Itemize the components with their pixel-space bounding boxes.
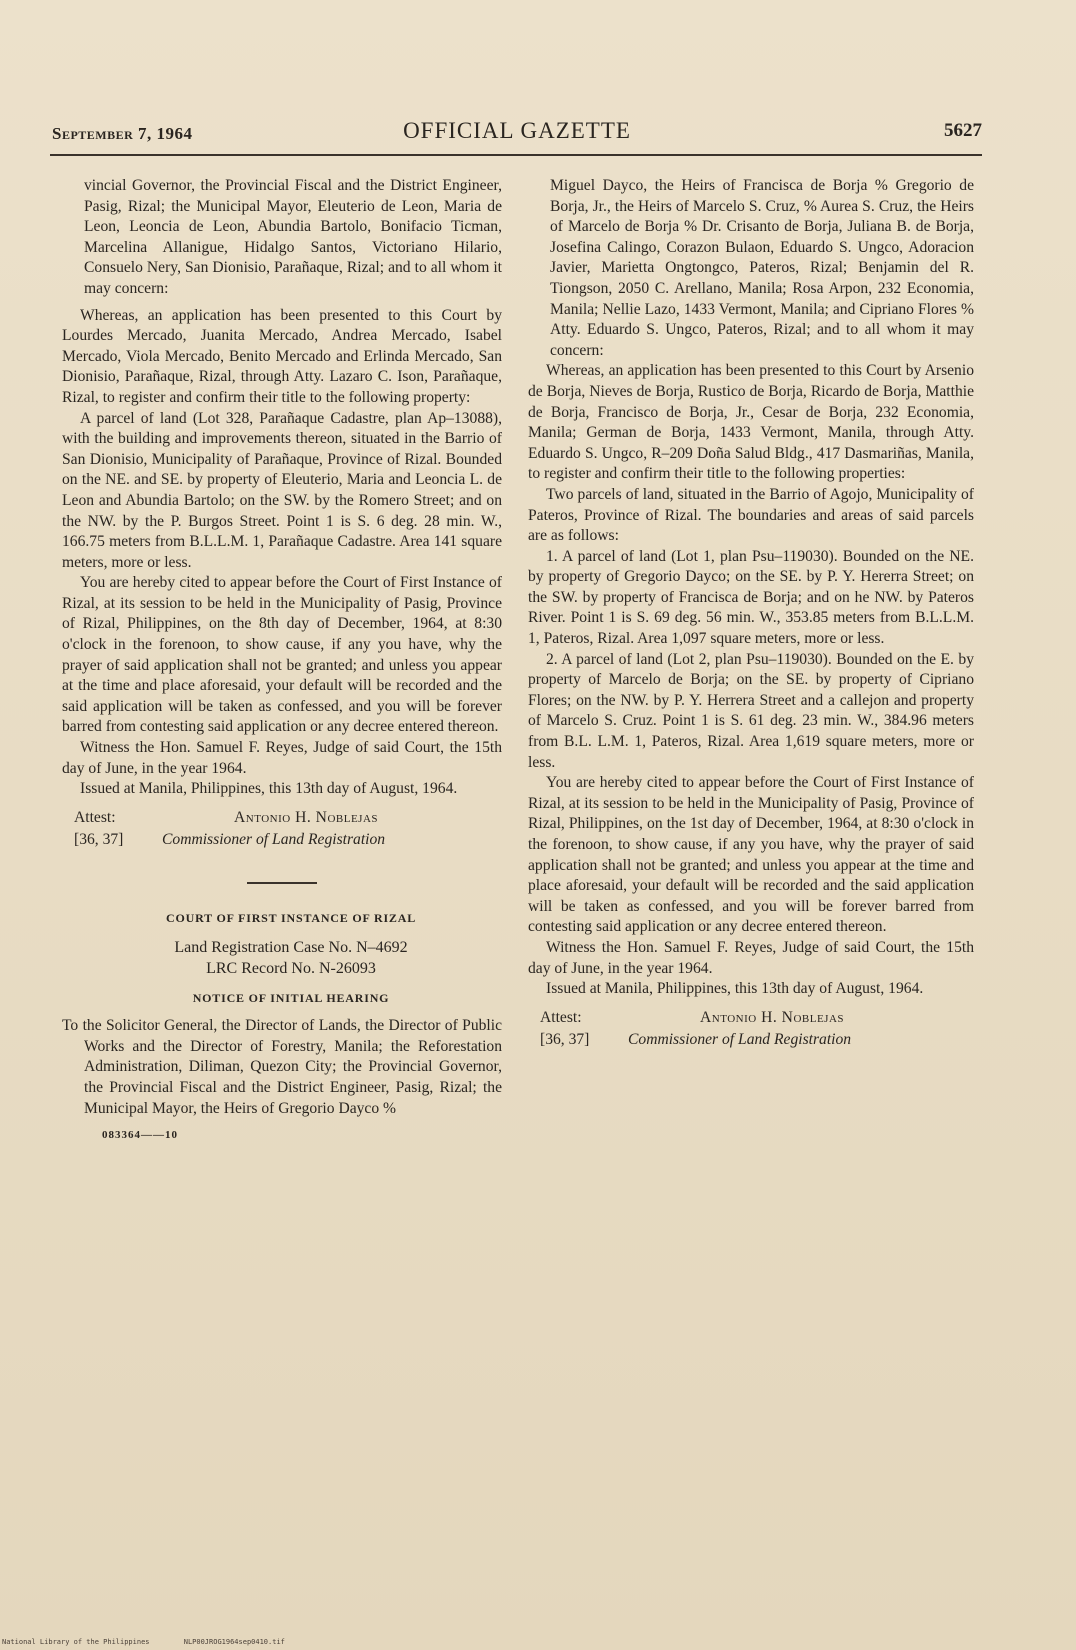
left-column — [62, 176, 502, 1146]
right-column — [528, 176, 974, 1052]
issue-date: September 7, 1964 — [52, 124, 193, 143]
citation-paragraph: You are hereby cited to appear before the Court of First Instance of Rizal, at its session to be held in the Municipality of Pasig, Province of Rizal, Philippines, on the 8th day of December, 1964, at 8:30 o'clock in the forenoon, to show cause, if any you have, why the prayer of said application shall not be granted; and unless you appear at the time and place aforesaid, your default will be recorded and the said application will be taken as confessed, and you will be forever barred from contesting said application or any decree entered thereon. — [62, 574, 502, 736]
issued-paragraph: Issued at Manila, Philippines, this 13th day of August, 1964. — [80, 780, 458, 798]
addressee-continuation-right: Miguel Dayco, the Heirs of Francisca de Borja % Gregorio de Borja, Jr., the Heirs of Marcelo S. Cruz, % Aurea S. Cruz, the Heirs of Marcelo de Borja % Dr. Crisanto de Borja, Juliana B. de Borja, Josefina Calingo, Corazon Bulaon, Eduardo S. Ungco, Adoracion Javier, Marietta Ongtongco, Pateros, Rizal; Benjamin del R. Tiongson, 2050 C. Arellano, Manila; Rosa Arpon, 232 Economia, Manila; Nellie Lazo, 1433 Vermont, Manila; and Cipriano Flores % Atty. Eduardo S. Ungco, Pateros, Rizal; and to all whom it may concern: — [550, 177, 974, 359]
section-separator — [247, 882, 317, 884]
scan-filename: NLP00JROG1964sep0410.tif — [183, 1638, 285, 1646]
parcel-2: 2. A parcel of land (Lot 2, plan Psu–119030). Bounded on the E. by property of Marcelo de Borja; on the SE. by property of Cipriano Flores; on the NW. by P. Y. Herrera Street and a callejon and property of Marcelo S. Cruz. Point 1 is S. 61 deg. 23 min. W., 384.96 meters from B.L. L.M. 1, Pateros, Rizal. Area 1,619 square meters, more or less. — [528, 650, 974, 771]
whereas-paragraph-right: Whereas, an application has been presented to this Court by Arsenio de Borja, Nieves de Borja, Rustico de Borja, Ricardo de Borja, Matthie de Borja, Francisco de Borja, Jr., Cesar de Borja, 232 Economia, Manila; German de Borja, 1433 Vermont, Manila, through Atty. Eduardo S. Ungco, R–209 Doña Salud Bldg., 417 Dasmariñas, Manila, to register and confirm their title to the following properties: — [528, 362, 974, 483]
attest-block — [62, 808, 502, 852]
addressee-continuation: vincial Governor, the Provincial Fiscal and the District Engineer, Pasig, Rizal; the Municipal Mayor, Eleuterio de Leon, Maria de Leon, Leoncia de Leon, Abundia Bartolo, Bonifacio Ticman, Marcelina Allanigue, Hidalgo Santos, Victoriano Hilario, Consuelo Nery, San Dionisio, Parañaque, Rizal; and to all whom it may concern: — [84, 177, 502, 297]
issued-paragraph-right: Issued at Manila, Philippines, this 13th day of August, 1964. — [546, 980, 924, 998]
record-number: LRC Record No. N-26093 — [206, 960, 376, 977]
page-header — [52, 118, 982, 148]
attest-label-right: Attest: — [540, 1008, 582, 1026]
case-number: Land Registration Case No. N–4692 — [174, 939, 408, 957]
whereas-paragraph: Whereas, an application has been presented to this Court by Lourdes Mercado, Juanita Mercado, Andrea Mercado, Isabel Mercado, Viola Mercado, Benito Mercado and Erlinda Mercado, San Dionisio, Parañaque, Rizal, through Atty. Lazaro C. Ison, Parañaque, Rizal, to register and confirm their title to the following property: — [62, 306, 502, 406]
attest-label: Attest: — [74, 808, 116, 826]
scan-footer — [2, 1638, 315, 1646]
attest-ref: [36, 37] — [74, 830, 124, 848]
witness-paragraph-right: Witness the Hon. Samuel F. Reyes, Judge of said Court, the 15th day of June, in the year 1964. — [528, 938, 974, 977]
court-heading: COURT OF FIRST INSTANCE OF RIZAL — [166, 910, 416, 925]
page-number: 5627 — [944, 120, 982, 141]
property-description: A parcel of land (Lot 328, Parañaque Cadastre, plan Ap–13088), with the building and improvements thereon, situated in the Barrio of San Dionisio, Municipality of Parañaque, Province of Rizal. Bounded on the NE. and SE. by property of Eleuterio, Maria and Leoncia L. de Leon and Abundia Bartolo; on the SW. by the Romero Street; and on the NW. by the P. Burgos Street. Point 1 is S. 6 deg. 28 min. W., 166.75 meters from B.L.L.M. 1, Parañaque Cadastre. Area 141 square meters, more or less. — [62, 409, 502, 571]
attest-ref-right: [36, 37] — [540, 1030, 590, 1048]
parcel-1: 1. A parcel of land (Lot 1, plan Psu–119030). Bounded on the NE. by property of Gregorio Dayco; on the SE. by P. Y. Hererra Street; on the SW. by property of Francisca de Borja; and on he NW. by Pateros River. Point 1 is S. 69 deg. 56 min. W., 353.85 meters from B.L.L.M. 1, Pateros, Rizal. Area 1,097 square meters, more or less. — [528, 547, 974, 648]
attest-name: Antonio H. Noblejas — [234, 808, 378, 826]
attest-title-right: Commissioner of Land Registration — [628, 1030, 852, 1048]
notice-heading: NOTICE OF INITIAL HEARING — [192, 990, 390, 1005]
attest-title: Commissioner of Land Registration — [162, 830, 386, 848]
attest-name-right: Antonio H. Noblejas — [700, 1008, 844, 1026]
print-code: 083364——10 — [102, 1129, 178, 1142]
addressee-list: To the Solicitor General, the Director of Lands, the Director of Public Works and the Director of Forestry, Manila; the Reforestation Administration, Diliman, Quezon City; the Provincial Governor, the Provincial Fiscal and the District Engineer, Pasig, Rizal; the Municipal Mayor, the Heirs of Gregorio Dayco % — [62, 1017, 502, 1117]
parcels-intro: Two parcels of land, situated in the Barrio of Agojo, Municipality of Pateros, Province of Rizal. The boundaries and areas of said parcels are as follows: — [528, 485, 974, 545]
attest-block-right — [528, 1008, 974, 1052]
witness-paragraph: Witness the Hon. Samuel F. Reyes, Judge of said Court, the 15th day of June, in the year 1964. — [62, 739, 502, 777]
header-rule — [50, 154, 982, 156]
citation-paragraph-right: You are hereby cited to appear before the Court of First Instance of Rizal, at its session to be held in the Municipality of Pasig, Province of Rizal, Philippines, on the 1st day of December, 1964, at 8:30 o'clock in the forenoon, to show cause, if any you have, why the prayer of said application shall not be granted; and unless you appear at the time and place aforesaid, your default will be recorded and the said application will be taken as confessed, and you will be forever barred from contesting said application or any decree entered thereon. — [528, 774, 974, 936]
library-credit: National Library of the Philippines — [2, 1638, 150, 1646]
publication-title: OFFICIAL GAZETTE — [403, 118, 631, 143]
